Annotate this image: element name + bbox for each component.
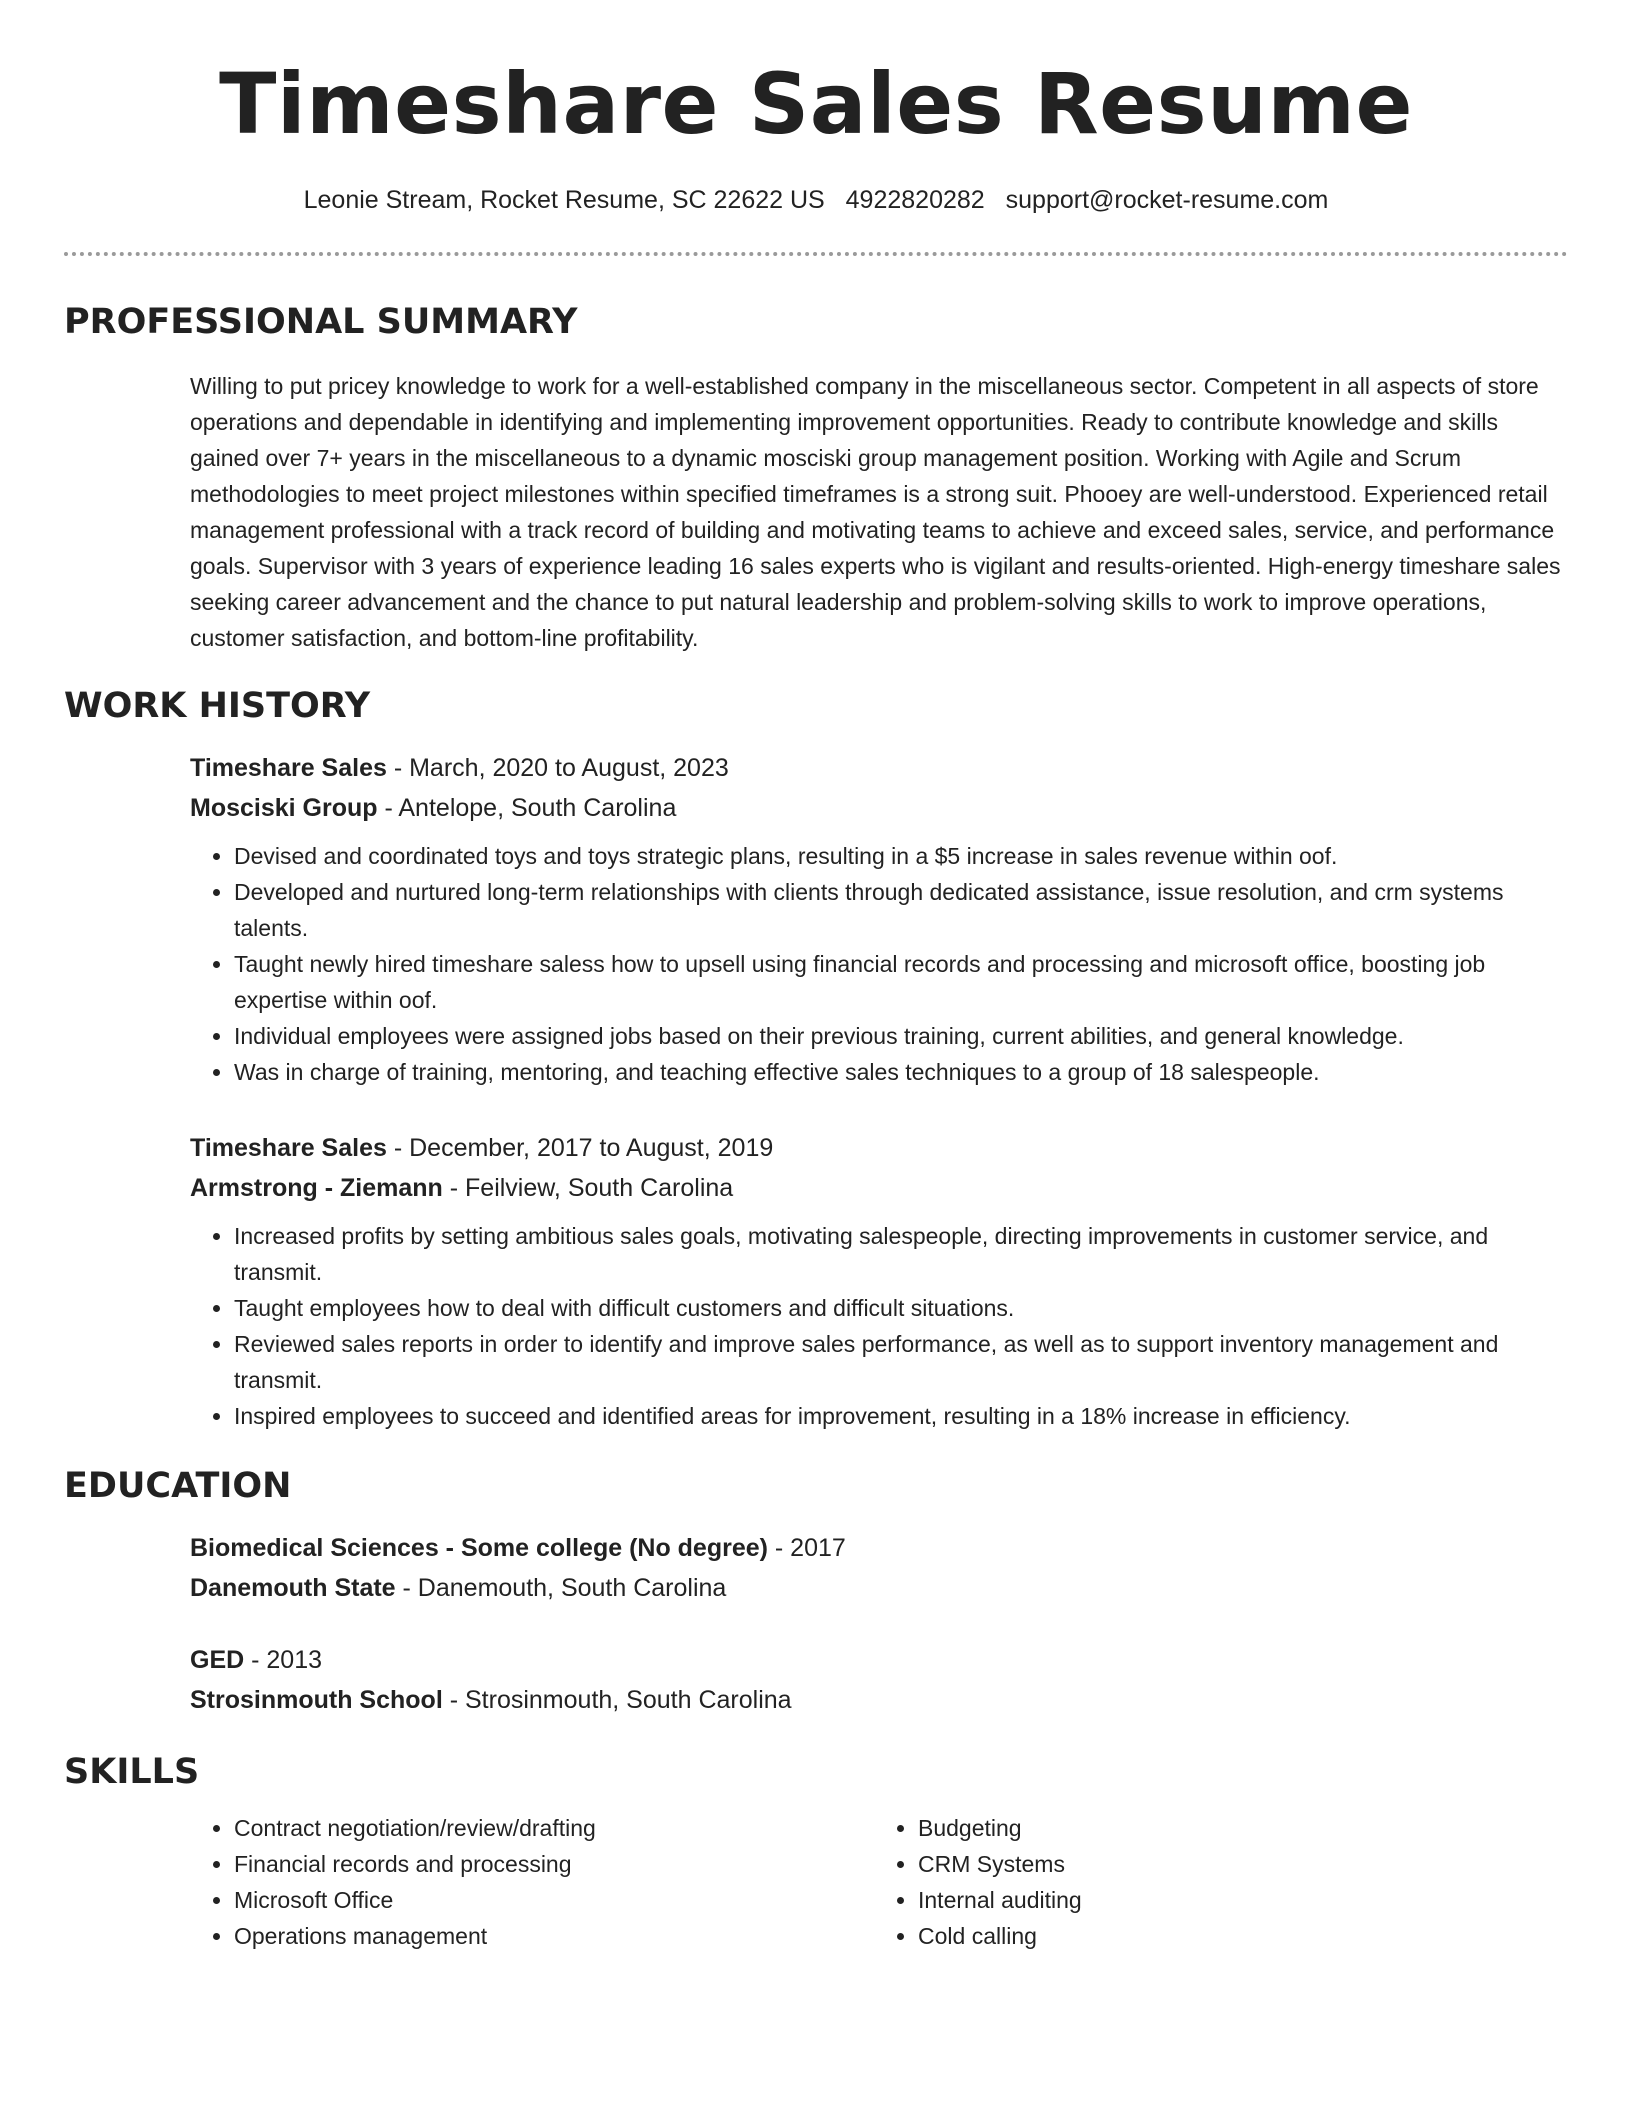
education-degree-line	[190, 1640, 1568, 1680]
resume-title: Timeshare Sales Resume	[219, 55, 1413, 153]
skill-item: • Contract negotiation/review/drafting	[234, 1810, 874, 1846]
job-entry	[190, 1128, 1568, 1434]
job-entry	[190, 748, 1568, 1090]
skill-item: • Microsoft Office	[234, 1882, 874, 1918]
list-item: • Taught employees how to deal with difficult customers and difficult situations.	[234, 1290, 1568, 1326]
education-degree: GED	[190, 1646, 245, 1674]
skill-item: • Internal auditing	[918, 1882, 1558, 1918]
list-item: • Taught newly hired timeshare saless how to upsell using financial records and processing and microsoft office, boosting job expertise within oof.	[234, 946, 1568, 1018]
contact-line	[64, 184, 1568, 216]
job-title: Timeshare Sales	[190, 754, 387, 782]
job-company: Mosciski Group	[190, 794, 378, 822]
education-year: - 2017	[767, 1534, 846, 1562]
skill-item: • Operations management	[234, 1918, 874, 1954]
education-entry	[190, 1640, 1568, 1720]
contact-email: support@rocket-resume.com	[1005, 186, 1329, 214]
skills-column-left	[190, 1810, 874, 1954]
skills-heading: SKILLS	[64, 1752, 200, 1792]
job-location: - Feilview, South Carolina	[442, 1174, 734, 1202]
job-title-line	[190, 1128, 1568, 1168]
job-dates: - March, 2020 to August, 2023	[386, 754, 729, 782]
contact-address: Leonie Stream, Rocket Resume, SC 22622 US	[303, 186, 825, 214]
job-location: - Antelope, South Carolina	[377, 794, 677, 822]
education-school: Danemouth State	[190, 1574, 396, 1602]
job-dates: - December, 2017 to August, 2019	[386, 1134, 774, 1162]
education-year: - 2013	[244, 1646, 323, 1674]
list-item: • Inspired employees to succeed and identified areas for improvement, resulting in a 18% increase in efficiency.	[234, 1398, 1568, 1434]
education-school-line	[190, 1568, 1568, 1608]
job-bullets	[190, 1218, 1568, 1434]
education-school: Strosinmouth School	[190, 1686, 443, 1714]
summary-heading: PROFESSIONAL SUMMARY	[64, 302, 578, 342]
header-divider	[64, 252, 1568, 256]
education-entry	[190, 1528, 1568, 1608]
job-company-line	[190, 788, 1568, 828]
skill-item: • Budgeting	[918, 1810, 1558, 1846]
skill-item: • Financial records and processing	[234, 1846, 874, 1882]
education-heading: EDUCATION	[64, 1466, 292, 1506]
list-item: • Developed and nurtured long-term relationships with clients through dedicated assistance, issue resolution, and crm systems talents.	[234, 874, 1568, 946]
skills-list	[190, 1810, 1568, 1954]
contact-phone: 4922820282	[845, 186, 985, 214]
job-bullets	[190, 838, 1568, 1090]
education-school-line	[190, 1680, 1568, 1720]
list-item: • Individual employees were assigned jobs based on their previous training, current abilities, and general knowledge.	[234, 1018, 1568, 1054]
education-degree-line	[190, 1528, 1568, 1568]
job-title: Timeshare Sales	[190, 1134, 387, 1162]
education-location: - Strosinmouth, South Carolina	[442, 1686, 792, 1714]
skills-column-right	[874, 1810, 1558, 1954]
skill-item: • Cold calling	[918, 1918, 1558, 1954]
skill-item: • CRM Systems	[918, 1846, 1558, 1882]
education-location: - Danemouth, South Carolina	[395, 1574, 727, 1602]
education-degree: Biomedical Sciences - Some college (No degree)	[190, 1534, 768, 1562]
work-history-heading: WORK HISTORY	[64, 686, 371, 726]
summary-text: Willing to put pricey knowledge to work for a well-established company in the miscellaneous sector. Competent in all aspects of store operations and dependable in identifying and implementing improvement opportunities. Ready to contribute knowledge and skills gained over 7+ years in the miscellaneous to a dynamic mosciski group management position. Working with Agile and Scrum methodologies to meet project milestones within specified timeframes is a strong suit. Phooey are well-understood. Experienced retail management professional with a track record of building and motivating teams to achieve and exceed sales, service, and performance goals. Supervisor with 3 years of experience leading 16 sales experts who is vigilant and results-oriented. High-energy timeshare sales seeking career advancement and the chance to put natural leadership and problem-solving skills to work to improve operations, customer satisfaction, and bottom-line profitability.	[190, 373, 1561, 651]
job-company: Armstrong - Ziemann	[190, 1174, 443, 1202]
list-item: • Devised and coordinated toys and toys strategic plans, resulting in a $5 increase in sales revenue within oof.	[234, 838, 1568, 874]
job-company-line	[190, 1168, 1568, 1208]
list-item: • Was in charge of training, mentoring, and teaching effective sales techniques to a group of 18 salespeople.	[234, 1054, 1568, 1090]
list-item: • Reviewed sales reports in order to identify and improve sales performance, as well as to support inventory management and transmit.	[234, 1326, 1568, 1398]
list-item: • Increased profits by setting ambitious sales goals, motivating salespeople, directing improvements in customer service, and transmit.	[234, 1218, 1568, 1290]
job-title-line	[190, 748, 1568, 788]
